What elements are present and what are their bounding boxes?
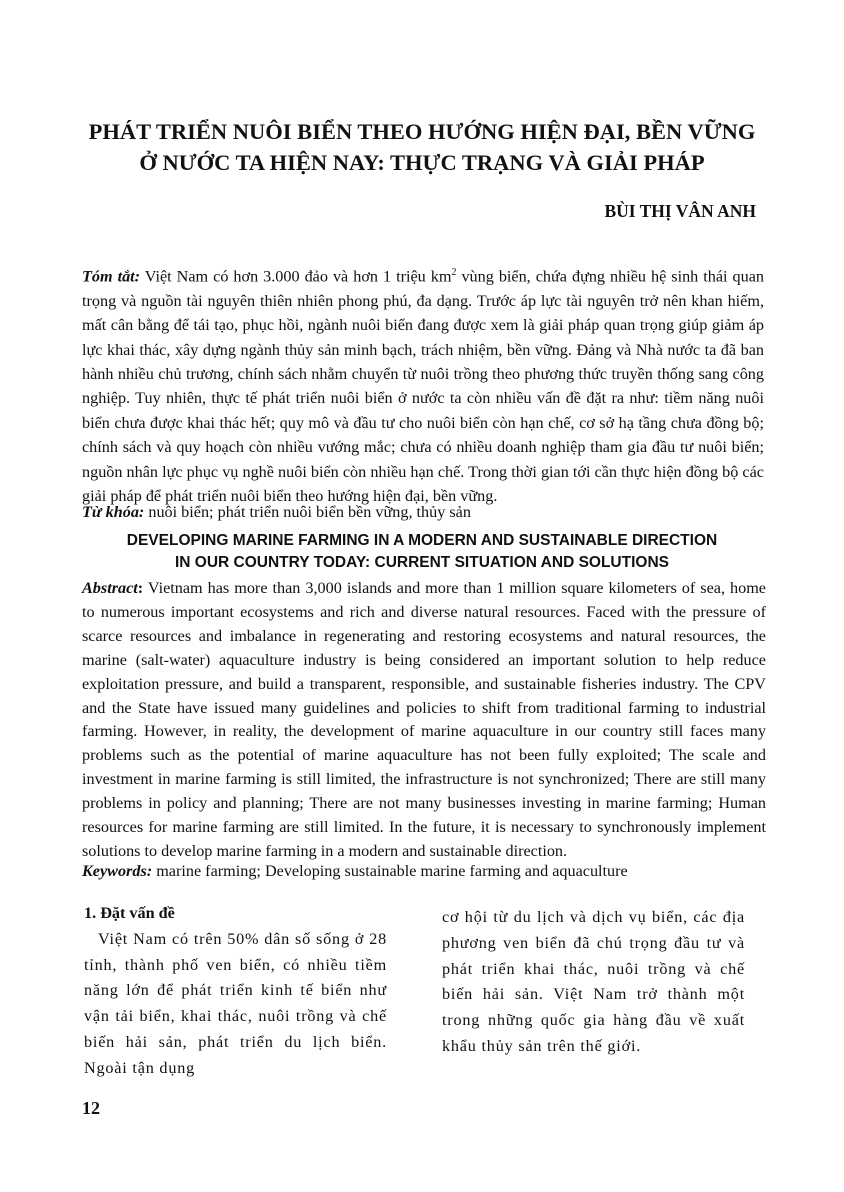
keywords-en-text: marine farming; Developing sustainable marine farming and aquaculture — [152, 862, 628, 880]
abstract-en-text: Vietnam has more than 3,000 islands and more than 1 million square kilometers of sea, home to numerous important ecosystems and rich and diverse natural resources. Faced with the pressure of scarce resources and imbalance in regenerating and restoring ecosystems and natural resources, the marine (salt-water) aquaculture industry is being considered an important solution to help reduce exploitation pressure, and build a transparent, responsible, and sustainable fisheries industry. The CPV and the State have issued many guidelines and policies to shift from traditional farming to industrial farming. However, in reality, the development of marine aquaculture in our country still faces many problems such as the potential of marine aquaculture has not been fully exploited; The scale and investment in marine farming is still limited, the infrastructure is not synchronized; There are still many problems in policy and planning; There are not many businesses investing in marine farming; Human resources for marine farming are still limited. In the future, it is necessary to synchronously implement solutions to develop marine farming in a modern and sustainable direction. — [82, 579, 766, 860]
article-title-vietnamese — [60, 116, 784, 178]
abstract-vi-text-rest: vùng biển, chứa đựng nhiều hệ sinh thái quan trọng và nguồn tài nguyên thiên nhiên phong phú, đa dạng. Trước áp lực tài nguyên trở nên khan hiếm, mất cân bằng để tái tạo, phục hồi, ngành nuôi biển đang được xem là giải pháp quan trọng giúp giảm áp lực khai thác, xây dựng ngành thủy sản minh bạch, trách nhiệm, bền vững. Đảng và Nhà nước ta đã ban hành nhiều chủ trương, chính sách nhằm chuyển từ nuôi trồng theo phương thức truyền thống sang công nghiệp. Tuy nhiên, thực tế phát triển nuôi biển ở nước ta còn nhiều vấn đề đặt ra như: tiềm năng nuôi biển chưa được khai thác hết; quy mô và đầu tư cho nuôi biển còn hạn chế, cơ sở hạ tầng chưa đồng bộ; chính sách và quy hoạch còn nhiều vướng mắc; chưa có nhiều doanh nghiệp tham gia đầu tư nuôi biển; nguồn nhân lực phục vụ nghề nuôi biển còn nhiều hạn chế. Trong thời gian tới cần thực hiện đồng bộ các giải pháp để phát triển nuôi biển theo hướng hiện đại, bền vững. — [82, 267, 764, 506]
author-name: BÙI THỊ VÂN ANH — [604, 201, 756, 221]
body-paragraph-left: Việt Nam có trên 50% dân số sống ở 28 tỉnh, thành phố ven biển, có nhiều tiềm năng lớn để phát triển kinh tế biển như vận tải biển, khai thác, nuôi trồng và chế biến hải sản, phát triển du lịch biển. Ngoài tận dụng — [84, 929, 387, 1077]
title-line-1: PHÁT TRIỂN NUÔI BIỂN THEO HƯỚNG HIỆN ĐẠI, BỀN VỮNG — [88, 119, 756, 144]
body-column-right — [442, 905, 745, 1060]
superscript-2: 2 — [451, 267, 457, 278]
abstract-vi-text-start: Việt Nam có hơn 3.000 đảo và hơn 1 triệu km — [140, 267, 452, 286]
abstract-en-colon: : — [137, 579, 144, 597]
keywords-vi-text: nuôi biển; phát triển nuôi biển bền vững, thủy sản — [144, 503, 471, 521]
keywords-vi-label: Từ khóa: — [82, 503, 145, 521]
section-heading: 1. Đặt vấn đề — [84, 904, 175, 922]
title-line-2: Ở NƯỚC TA HIỆN NAY: THỰC TRẠNG VÀ GIẢI PHÁP — [139, 150, 705, 175]
article-title-english — [60, 530, 784, 574]
abstract-vi-label: Tóm tắt: — [82, 267, 141, 286]
en-title-line-2: IN OUR COUNTRY TODAY: CURRENT SITUATION AND SOLUTIONS — [174, 554, 669, 571]
keywords-en-label: Keywords: — [82, 862, 153, 880]
page-number: 12 — [82, 1098, 100, 1118]
abstract-en-label: Abstract — [82, 579, 138, 597]
keywords-vietnamese — [82, 500, 764, 524]
keywords-english — [82, 859, 766, 883]
en-title-line-1: DEVELOPING MARINE FARMING IN A MODERN AND SUSTAINABLE DIRECTION — [126, 532, 718, 549]
abstract-english — [82, 577, 766, 864]
body-column-left — [84, 901, 387, 1082]
abstract-vietnamese — [82, 261, 764, 508]
body-paragraph-right: cơ hội từ du lịch và dịch vụ biển, các địa phương ven biển đã chú trọng đầu tư và phát triển khai thác, nuôi trồng và chế biến hải sản. Việt Nam trở thành một trong những quốc gia hàng đầu về xuất khẩu thủy sản trên thế giới. — [442, 908, 745, 1055]
